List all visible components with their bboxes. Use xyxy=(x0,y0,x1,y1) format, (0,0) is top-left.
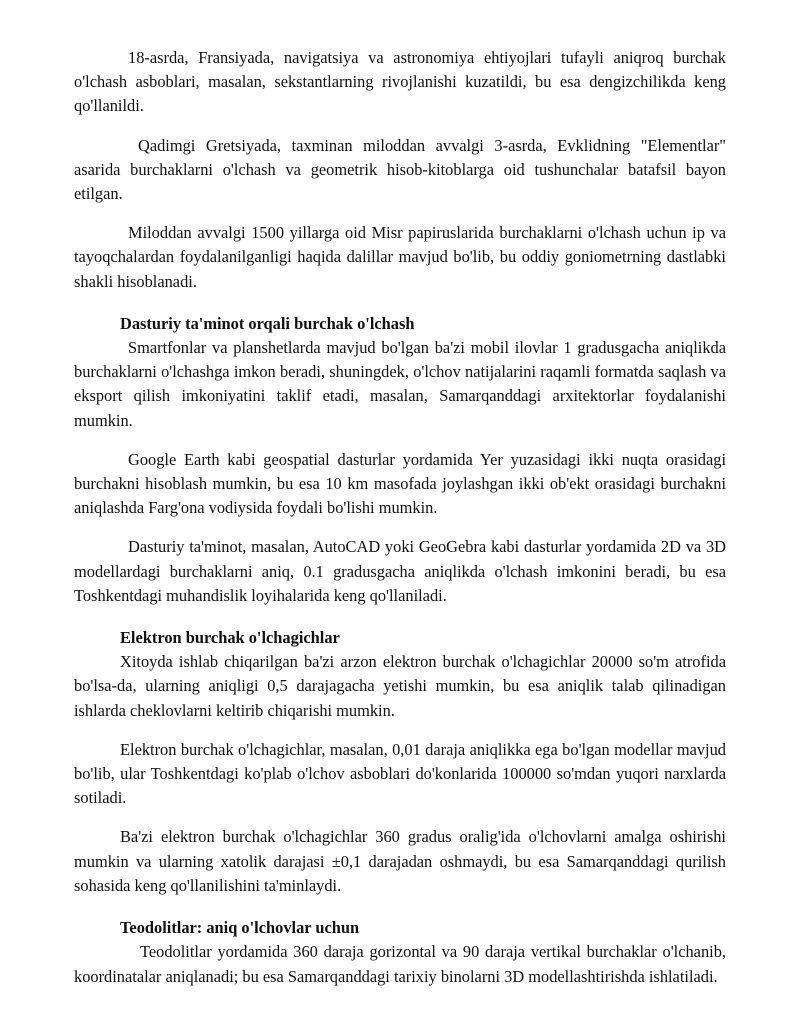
paragraph-chinese-protractors: Xitoyda ishlab chiqarilgan ba'zi arzon elektron burchak o'lchagichlar 20000 so'm atrofida bo'lsa-da, ularning aniqligi 0,5 darajagacha yetishi mumkin, bu esa aniqlik talab qilinadigan ishlarda cheklovlarni keltirib chiqarishi mumkin. xyxy=(74,652,726,720)
section-heading-theodolites: Teodolitlar: aniq o'lchovlar uchun xyxy=(120,918,360,938)
paragraph-google-earth: Google Earth kabi geospatial dasturlar yordamida Yer yuzasidagi ikki nuqta orasidagi burchakni hisoblash mumkin, bu esa 10 km masofada joylashgan ikki ob'ekt orasidagi burchakni aniqlashda Farg'ona vodiysida foydali bo'lishi mumkin. xyxy=(74,449,726,518)
paragraph-egypt-papyrus: Miloddan avvalgi 1500 yillarga oid Misr papiruslarida burchaklarni o'lchash uchun ip va tayoqchalardan foydalanilganligi haqida dalillar mavjud bo'lib, bu oddiy goniometrning dastlabki shakli hisoblanadi. xyxy=(74,223,726,291)
paragraph-sextants: 18-asrda, Fransiyada, navigatsiya va astronomiya ehtiyojlari tufayli aniqroq burchak o'lchash asboblari, masalan, sekstantlarning rivojlanishi kuzatildi, bu esa dengizchilikda keng qo'llanildi. xyxy=(74,48,726,116)
section-heading-software: Dasturiy ta'minot orqali burchak o'lchash xyxy=(120,313,415,333)
paragraph-mobile-apps: Smartfonlar va planshetlarda mavjud bo'lgan ba'zi mobil ilovlar 1 gradusgacha aniqlikda burchaklarni o'lchashga imkon beradi, shuningdek, o'lchov natijalarini raqamli formatda saqlash va eksport qilish imkoniyatini taklif etadi, masalan, Samarqanddagi arxitektorlar foydalanishi mumkin. xyxy=(74,338,726,430)
section-heading-electronic: Elektron burchak o'lchagichlar xyxy=(120,628,340,648)
paragraph-euclid: Qadimgi Gretsiyada, taxminan miloddan avvalgi 3-asrda, Evklidning "Elementlar" asarida burchaklarni o'lchash va geometrik hisob-kitoblarga oid tushunchalar batafsil bayon etilgan. xyxy=(74,135,726,204)
paragraph-autocad: Dasturiy ta'minot, masalan, AutoCAD yoki GeoGebra kabi dasturlar yordamida 2D va 3D modellardagi burchaklarni aniq, 0.1 gradusgacha aniqlikda o'lchash imkonini beradi, bu esa Toshkentdagi muhandislik loyihalarida keng qo'llaniladi. xyxy=(74,537,726,605)
paragraph-theodolites: Teodolitlar yordamida 360 daraja gorizontal va 90 daraja vertikal burchaklar o'lchanib, koordinatalar aniqlanadi; bu esa Samarqanddagi tarixiy binolarni 3D modellashtirishda ishlatiladi. xyxy=(74,942,726,986)
paragraph-precision-models: Elektron burchak o'lchagichlar, masalan, 0,01 daraja aniqlikka ega bo'lgan modellar mavjud bo'lib, ular Toshkentdagi ko'plab o'lchov asboblari do'konlarida 100000 so'mdan yuqori narxlarda sotiladi. xyxy=(74,739,726,808)
paragraph-360-range: Ba'zi elektron burchak o'lchagichlar 360 gradus oralig'ida o'lchovlarni amalga oshirishi mumkin va ularning xatolik darajasi ±0,1 darajadan oshmaydi, bu esa Samarqanddagi qurilish sohasida keng qo'llanilishini ta'minlaydi. xyxy=(74,827,726,895)
